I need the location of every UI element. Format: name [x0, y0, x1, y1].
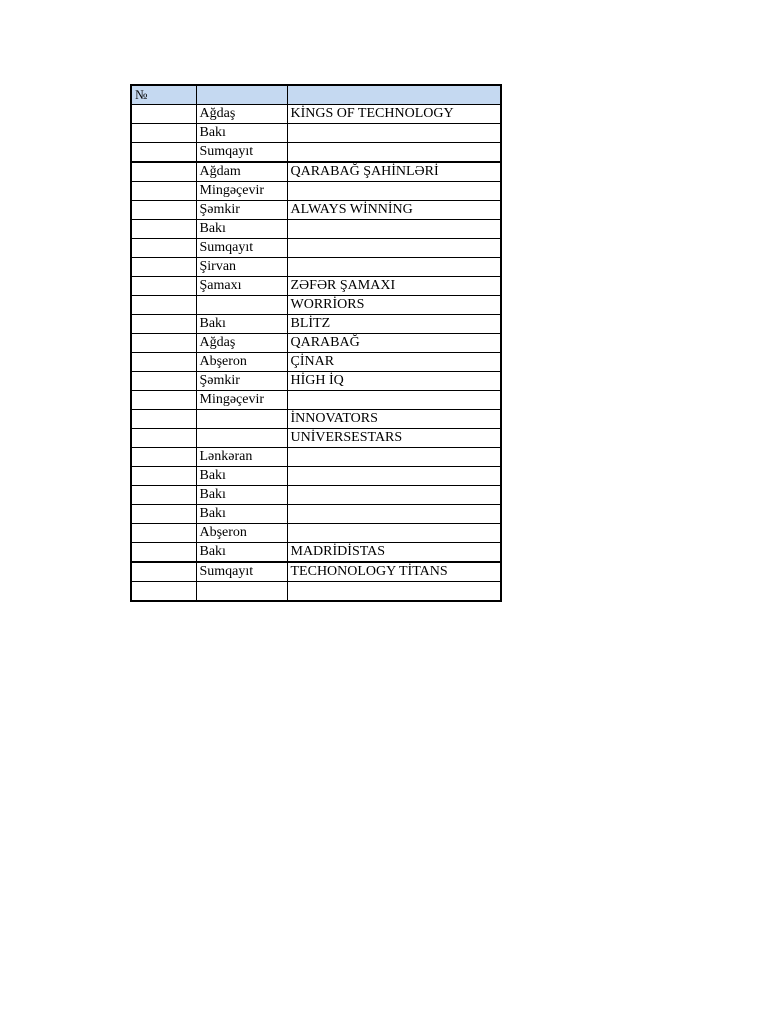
team-cell[interactable]: [287, 486, 501, 505]
city-cell[interactable]: Bakı: [196, 124, 287, 143]
city-cell[interactable]: Abşeron: [196, 524, 287, 543]
spreadsheet-table: [130, 84, 502, 602]
number-cell[interactable]: [131, 505, 196, 524]
city-cell[interactable]: Bakı: [196, 505, 287, 524]
team-cell[interactable]: [287, 524, 501, 543]
number-cell[interactable]: [131, 391, 196, 410]
table-row: [131, 486, 501, 505]
number-cell[interactable]: [131, 277, 196, 296]
team-cell[interactable]: UNİVERSESTARS: [287, 429, 501, 448]
table-row: [131, 258, 501, 277]
city-cell[interactable]: Ağdaş: [196, 105, 287, 124]
city-cell[interactable]: [196, 429, 287, 448]
table-row: [131, 543, 501, 563]
table-row: [131, 162, 501, 182]
table-row: [131, 201, 501, 220]
number-cell[interactable]: [131, 220, 196, 239]
city-cell[interactable]: [196, 410, 287, 429]
number-cell[interactable]: [131, 582, 196, 602]
city-cell[interactable]: Bakı: [196, 315, 287, 334]
city-cell[interactable]: Mingəçevir: [196, 182, 287, 201]
table-row: [131, 429, 501, 448]
team-cell[interactable]: [287, 467, 501, 486]
team-cell[interactable]: HİGH İQ: [287, 372, 501, 391]
city-cell[interactable]: Mingəçevir: [196, 391, 287, 410]
number-cell[interactable]: [131, 448, 196, 467]
team-cell[interactable]: [287, 391, 501, 410]
number-cell[interactable]: [131, 429, 196, 448]
team-cell[interactable]: BLİTZ: [287, 315, 501, 334]
table-row: [131, 353, 501, 372]
number-cell[interactable]: [131, 162, 196, 182]
city-cell[interactable]: Sumqayıt: [196, 562, 287, 582]
header-team-cell[interactable]: [287, 85, 501, 105]
team-cell[interactable]: [287, 582, 501, 602]
team-cell[interactable]: ÇİNAR: [287, 353, 501, 372]
table-row: [131, 277, 501, 296]
number-cell[interactable]: [131, 182, 196, 201]
table-row: [131, 296, 501, 315]
number-cell[interactable]: [131, 562, 196, 582]
team-cell[interactable]: KİNGS OF TECHNOLOGY: [287, 105, 501, 124]
table-body: [131, 85, 501, 601]
number-cell[interactable]: [131, 353, 196, 372]
team-cell[interactable]: MADRİDİSTAS: [287, 543, 501, 563]
number-cell[interactable]: [131, 143, 196, 163]
team-cell[interactable]: TECHONOLOGY TİTANS: [287, 562, 501, 582]
table-row: [131, 505, 501, 524]
city-cell[interactable]: Bakı: [196, 467, 287, 486]
table-row: [131, 524, 501, 543]
number-cell[interactable]: [131, 410, 196, 429]
header-row: [131, 85, 501, 105]
header-number-cell[interactable]: №: [131, 85, 196, 105]
table-row: [131, 334, 501, 353]
table-row: [131, 467, 501, 486]
table-row: [131, 124, 501, 143]
team-cell[interactable]: [287, 505, 501, 524]
team-cell[interactable]: WORRİORS: [287, 296, 501, 315]
city-cell[interactable]: Şəmkir: [196, 201, 287, 220]
team-cell[interactable]: [287, 182, 501, 201]
team-cell[interactable]: [287, 258, 501, 277]
team-cell[interactable]: [287, 448, 501, 467]
city-cell[interactable]: [196, 582, 287, 602]
team-cell[interactable]: [287, 124, 501, 143]
table-row: [131, 220, 501, 239]
number-cell[interactable]: [131, 334, 196, 353]
team-cell[interactable]: İNNOVATORS: [287, 410, 501, 429]
table-row: [131, 143, 501, 163]
number-cell[interactable]: [131, 543, 196, 563]
city-cell[interactable]: Sumqayıt: [196, 239, 287, 258]
number-cell[interactable]: [131, 467, 196, 486]
table-row: [131, 239, 501, 258]
city-cell[interactable]: Ağdaş: [196, 334, 287, 353]
team-cell[interactable]: ZƏFƏR ŞAMAXI: [287, 277, 501, 296]
city-cell[interactable]: Lənkəran: [196, 448, 287, 467]
team-cell[interactable]: ALWAYS WİNNİNG: [287, 201, 501, 220]
team-cell[interactable]: [287, 143, 501, 163]
table-row: [131, 410, 501, 429]
number-cell[interactable]: [131, 524, 196, 543]
number-cell[interactable]: [131, 105, 196, 124]
team-cell[interactable]: QARABAĞ ŞAHİNLƏRİ: [287, 162, 501, 182]
city-cell[interactable]: Bakı: [196, 543, 287, 563]
city-cell[interactable]: Ağdam: [196, 162, 287, 182]
number-cell[interactable]: [131, 124, 196, 143]
city-cell[interactable]: Abşeron: [196, 353, 287, 372]
number-cell[interactable]: [131, 201, 196, 220]
table-row: [131, 315, 501, 334]
city-cell[interactable]: Sumqayıt: [196, 143, 287, 163]
table-row: [131, 372, 501, 391]
city-cell[interactable]: Şirvan: [196, 258, 287, 277]
number-cell[interactable]: [131, 258, 196, 277]
city-cell[interactable]: Şəmkir: [196, 372, 287, 391]
table-row: [131, 182, 501, 201]
table-row: [131, 582, 501, 602]
header-city-cell[interactable]: [196, 85, 287, 105]
city-cell[interactable]: Şamaxı: [196, 277, 287, 296]
number-cell[interactable]: [131, 315, 196, 334]
city-cell[interactable]: Bakı: [196, 220, 287, 239]
number-cell[interactable]: [131, 296, 196, 315]
table-row: [131, 391, 501, 410]
team-cell[interactable]: [287, 239, 501, 258]
team-cell[interactable]: QARABAĞ: [287, 334, 501, 353]
number-cell[interactable]: [131, 372, 196, 391]
team-cell[interactable]: [287, 220, 501, 239]
number-cell[interactable]: [131, 486, 196, 505]
table-row: [131, 448, 501, 467]
table-row: [131, 105, 501, 124]
table-row: [131, 562, 501, 582]
number-cell[interactable]: [131, 239, 196, 258]
city-cell[interactable]: [196, 296, 287, 315]
city-cell[interactable]: Bakı: [196, 486, 287, 505]
